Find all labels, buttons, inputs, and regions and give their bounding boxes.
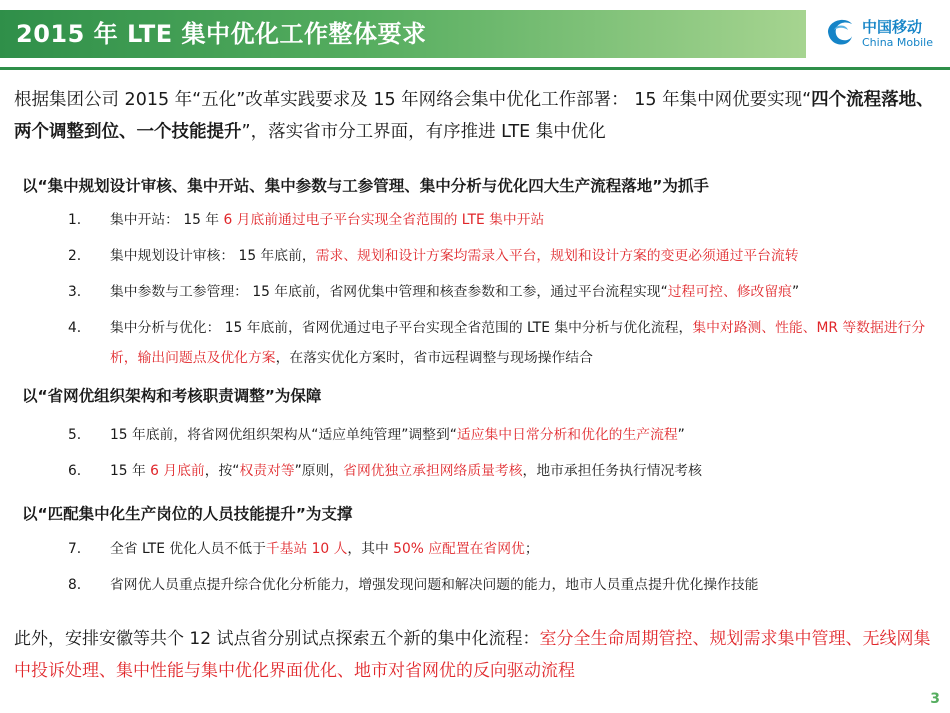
list-item-text [110, 534, 928, 564]
slide-title: 2015 年 LTE 集中优化工作整体要求 [16, 20, 427, 48]
highlight-text: 6 月底前 [150, 463, 205, 479]
intro-text-1: 根据集团公司 2015 年“五化”改革实践要求及 15 年网络会集中优化工作部署： 15 年集中网优要实现“ [14, 90, 812, 110]
list-item-text [110, 313, 928, 373]
list-item-number: 3. [68, 284, 82, 300]
body-text: ，按“ [204, 463, 240, 479]
body-text: 集中规划设计审核： 15 年底前， [110, 248, 316, 264]
list-item-number: 7. [68, 541, 82, 557]
body-text: ”原则， [294, 463, 344, 479]
section-heading-3: 以“匹配集中化生产岗位的人员技能提升”为支撑 [22, 505, 353, 523]
list-item-number: 8. [68, 577, 82, 593]
highlight-text: 适应集中日常分析和优化的生产流程 [456, 427, 678, 443]
header-divider [0, 67, 950, 70]
body-text: 全省 LTE 优化人员不低于 [110, 541, 266, 557]
list-item [68, 570, 928, 600]
highlight-text: 集中对路测、性能、MR 等数据进行分析，输出问题点及优化方案 [110, 320, 926, 366]
body-text: 15 年 [110, 463, 151, 479]
body-text: ” [791, 284, 800, 300]
list-item-number: 6. [68, 463, 82, 479]
list-item [68, 420, 928, 450]
list-item [68, 277, 928, 307]
list-item-number: 2. [68, 248, 82, 264]
closing-paragraph [14, 623, 940, 687]
list-item-text [110, 456, 928, 486]
highlight-text: 权责对等 [239, 463, 295, 479]
list-item-text [110, 570, 928, 600]
body-text: 集中分析与优化： 15 年底前，省网优通过电子平台实现全省范围的 LTE 集中分析与优化流程， [110, 320, 693, 336]
body-text: ，在落实优化方案时，省市远程调整与现场操作结合 [275, 350, 593, 366]
title-bar [0, 10, 806, 58]
intro-text-2: ”，落实省市分工界面，有序推进 LTE 集中优化 [241, 122, 606, 142]
china-mobile-logo-icon [822, 12, 858, 52]
list-item-text [110, 420, 928, 450]
list-item-text [110, 205, 928, 235]
body-text: 省网优人员重点提升综合优化分析能力，增强发现问题和解决问题的能力，地市人员重点提升优化操作技能 [110, 577, 759, 593]
highlight-text: 6 月底前通过电子平台实现全省范围的 LTE 集中开站 [223, 212, 545, 228]
intro-bold: 四个流程落地、两个调整到位、一个技能提升 [14, 90, 934, 142]
list-item [68, 205, 928, 235]
body-text: 集中参数与工参管理： 15 年底前，省网优集中管理和核查参数和工参，通过平台流程实现“ [110, 284, 668, 300]
list-item-number: 4. [68, 320, 82, 336]
china-mobile-logo [822, 12, 942, 56]
section-heading-1: 以“集中规划设计审核、集中开站、集中参数与工参管理、集中分析与优化四大生产流程落地”为抓手 [22, 177, 709, 195]
closing-text: 此外，安排安徽等共个 12 试点省分别试点探索五个新的集中化流程： [14, 629, 540, 649]
list-item-number: 5. [68, 427, 82, 443]
logo-text-en: China Mobile [862, 36, 934, 49]
list-item [68, 534, 928, 564]
body-text: ” [677, 427, 685, 443]
page-number: 3 [930, 691, 940, 707]
list-item-number: 1. [68, 212, 82, 228]
highlight-text: 千基站 10 人 [265, 541, 348, 557]
intro-paragraph [14, 84, 940, 148]
highlight-text: 50% 应配置在省网优 [393, 541, 525, 557]
body-text: 集中开站： 15 年 [110, 212, 224, 228]
highlight-text: 过程可控、修改留痕 [667, 284, 792, 300]
body-text: ； [524, 541, 539, 557]
list-item-text [110, 277, 928, 307]
section-heading-2: 以“省网优组织架构和考核职责调整”为保障 [22, 387, 322, 405]
highlight-text: 需求、规划和设计方案均需录入平台，规划和设计方案的变更必须通过平台流转 [315, 248, 799, 264]
body-text: ，其中 [347, 541, 394, 557]
body-text: 15 年底前，将省网优组织架构从“适应单纯管理”调整到“ [110, 427, 457, 443]
closing-highlight: 室分全生命周期管控、规划需求集中管理、无线网集中投诉处理、集中性能与集中优化界面优化、地市对省网优的反向驱动流程 [14, 629, 931, 681]
logo-text-cn: 中国移动 [862, 18, 923, 36]
list-item [68, 313, 928, 373]
list-item [68, 241, 928, 271]
list-item [68, 456, 928, 486]
list-item-text [110, 241, 928, 271]
slide-header [0, 0, 950, 67]
highlight-text: 省网优独立承担网络质量考核 [343, 463, 523, 479]
body-text: ，地市承担任务执行情况考核 [522, 463, 702, 479]
